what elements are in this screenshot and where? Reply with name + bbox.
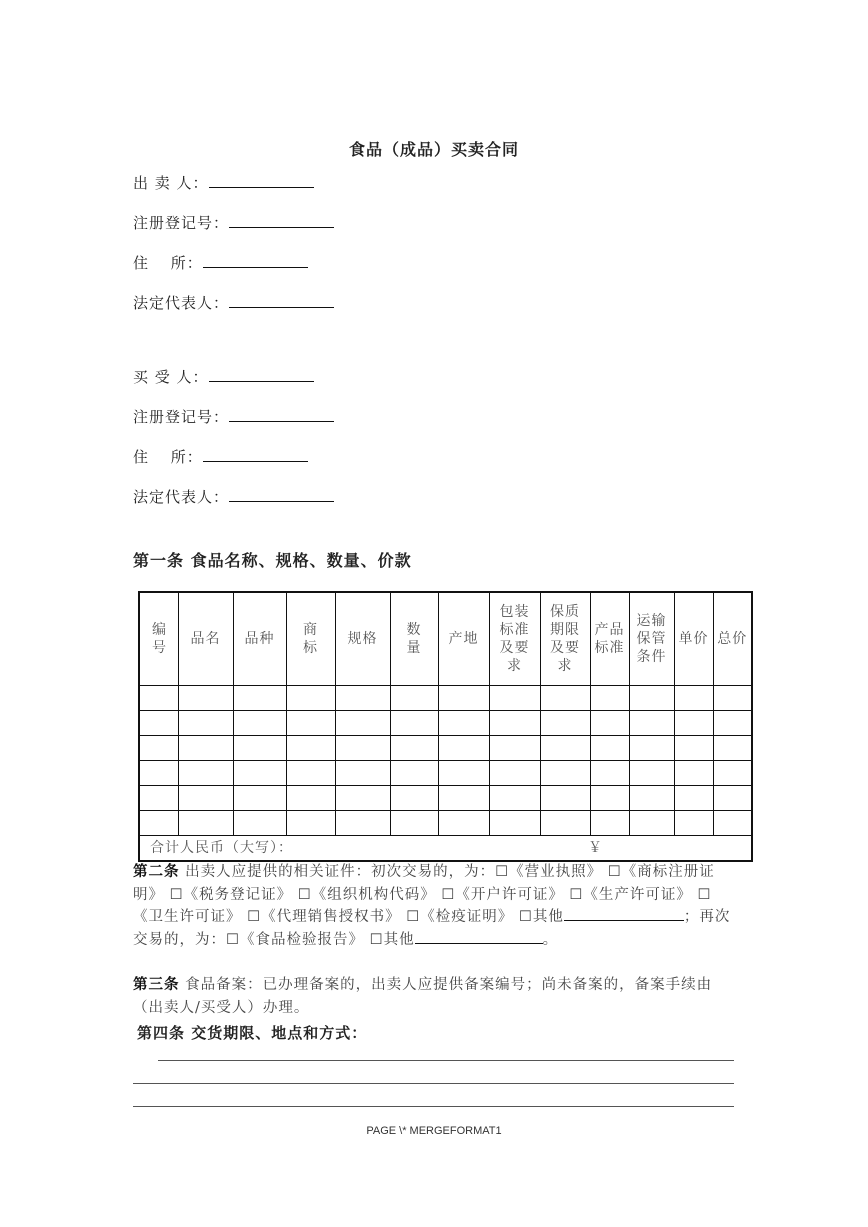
table-cell[interactable] <box>286 761 335 786</box>
col-header: 品名 <box>178 592 233 686</box>
table-cell[interactable] <box>335 736 390 761</box>
article2-other-blank-1[interactable] <box>564 906 684 921</box>
table-cell[interactable] <box>335 686 390 711</box>
seller-name-blank[interactable] <box>209 173 314 188</box>
table-row <box>139 761 752 786</box>
table-cell[interactable] <box>590 761 629 786</box>
table-cell[interactable] <box>713 786 752 811</box>
article2-text1: 出卖人应提供的相关证件：初次交易的，为：☐《营业执照》 ☐《商标注册证明》 ☐《税务登记证》 ☐《组织机构代码》 ☐《开户许可证》 ☐《生产许可证》 ☐《卫生许可证》 ☐《代理销售授权书》 ☐《检疫证明》 ☐其他 <box>133 864 715 925</box>
table-cell[interactable] <box>286 786 335 811</box>
col-header: 品种 <box>233 592 286 686</box>
table-cell[interactable] <box>178 786 233 811</box>
buyer-rep-label: 法定代表人： <box>133 488 230 506</box>
table-cell[interactable] <box>390 761 438 786</box>
article1-heading: 第一条 食品名称、规格、数量、价款 <box>133 551 412 570</box>
table-cell[interactable] <box>286 686 335 711</box>
seller-rep-blank[interactable] <box>229 293 334 308</box>
col-header: 总价 <box>713 592 752 686</box>
table-cell[interactable] <box>674 711 713 736</box>
table-cell[interactable] <box>390 711 438 736</box>
table-row <box>139 711 752 736</box>
buyer-addr-field <box>133 446 308 467</box>
table-cell[interactable] <box>713 686 752 711</box>
article3-paragraph <box>133 974 733 1019</box>
table-row <box>139 686 752 711</box>
table-row <box>139 736 752 761</box>
table-cell[interactable] <box>540 711 590 736</box>
table-cell[interactable] <box>139 786 178 811</box>
table-cell[interactable] <box>540 686 590 711</box>
buyer-name-field <box>133 366 314 387</box>
buyer-name-blank[interactable] <box>209 367 314 382</box>
buyer-reg-blank[interactable] <box>229 407 334 422</box>
seller-rep-label: 法定代表人： <box>133 294 230 312</box>
table-cell[interactable] <box>713 736 752 761</box>
table-cell[interactable] <box>540 811 590 836</box>
col-header: 产品标准 <box>590 592 629 686</box>
table-cell[interactable] <box>438 786 489 811</box>
article4-blank-line-2[interactable] <box>133 1083 734 1084</box>
table-cell[interactable] <box>335 786 390 811</box>
table-cell[interactable] <box>178 686 233 711</box>
table-cell[interactable] <box>139 736 178 761</box>
goods-table <box>138 591 753 862</box>
table-cell[interactable] <box>674 736 713 761</box>
table-cell[interactable] <box>286 811 335 836</box>
table-cell[interactable] <box>489 736 540 761</box>
seller-rep-field <box>133 292 334 313</box>
table-cell[interactable] <box>438 686 489 711</box>
table-row <box>139 811 752 836</box>
table-cell[interactable] <box>390 786 438 811</box>
table-cell[interactable] <box>438 761 489 786</box>
table-total-row <box>139 836 752 862</box>
table-cell[interactable] <box>590 711 629 736</box>
col-header: 运输保管条件 <box>629 592 674 686</box>
col-header: 数量 <box>390 592 438 686</box>
seller-name-field <box>133 172 314 193</box>
table-cell[interactable] <box>178 736 233 761</box>
table-cell[interactable] <box>489 761 540 786</box>
buyer-rep-blank[interactable] <box>229 487 334 502</box>
table-cell[interactable] <box>233 711 286 736</box>
seller-name-label: 出 卖 人： <box>133 174 209 192</box>
table-cell[interactable] <box>233 811 286 836</box>
table-cell[interactable] <box>178 761 233 786</box>
table-cell[interactable] <box>540 736 590 761</box>
table-cell[interactable] <box>233 736 286 761</box>
table-cell[interactable] <box>178 811 233 836</box>
seller-reg-field <box>133 212 334 233</box>
table-cell[interactable] <box>590 686 629 711</box>
table-cell[interactable] <box>713 811 752 836</box>
seller-addr-label: 住 所： <box>133 254 203 272</box>
total-label: 合计人民币（大写）： <box>150 840 293 856</box>
col-header: 产地 <box>438 592 489 686</box>
table-cell[interactable] <box>390 811 438 836</box>
article4-heading: 第四条 交货期限、地点和方式： <box>137 1024 368 1042</box>
seller-addr-field <box>133 252 308 273</box>
buyer-addr-blank[interactable] <box>203 447 308 462</box>
table-cell[interactable] <box>590 811 629 836</box>
table-cell[interactable] <box>438 736 489 761</box>
table-cell[interactable] <box>438 711 489 736</box>
table-cell[interactable] <box>629 736 674 761</box>
table-cell[interactable] <box>233 786 286 811</box>
table-cell[interactable] <box>139 811 178 836</box>
table-cell[interactable] <box>139 711 178 736</box>
article2-text3: 。 <box>542 931 559 948</box>
table-cell[interactable] <box>286 736 335 761</box>
col-header: 包装标准及要求 <box>489 592 540 686</box>
table-cell[interactable] <box>139 761 178 786</box>
article2-other-blank-3[interactable] <box>465 929 543 944</box>
buyer-name-label: 买 受 人： <box>133 368 209 386</box>
table-cell[interactable] <box>335 761 390 786</box>
table-row <box>139 786 752 811</box>
col-header: 商标 <box>286 592 335 686</box>
table-cell[interactable] <box>178 711 233 736</box>
buyer-addr-label: 住 所： <box>133 448 203 466</box>
buyer-reg-label: 注册登记号： <box>133 408 230 426</box>
table-cell[interactable] <box>629 686 674 711</box>
article4-blank-line-1[interactable] <box>158 1060 734 1061</box>
table-cell[interactable] <box>713 761 752 786</box>
table-cell[interactable] <box>713 711 752 736</box>
table-cell[interactable] <box>390 686 438 711</box>
col-header: 规格 <box>335 592 390 686</box>
table-cell[interactable] <box>489 811 540 836</box>
article3-lead: 第三条 <box>133 976 180 993</box>
table-cell[interactable] <box>286 711 335 736</box>
article2-text2: ；再次交易的，为：☐《食品检验报告》 ☐其他 <box>133 909 731 948</box>
seller-reg-blank[interactable] <box>229 213 334 228</box>
table-cell[interactable] <box>540 761 590 786</box>
col-header: 保质期限及要求 <box>540 592 590 686</box>
col-header: 单价 <box>674 592 713 686</box>
table-cell[interactable] <box>489 686 540 711</box>
yen-symbol: ￥ <box>588 840 603 856</box>
table-cell[interactable] <box>590 736 629 761</box>
table-cell[interactable] <box>335 711 390 736</box>
col-header: 编号 <box>139 592 178 686</box>
table-cell[interactable] <box>335 811 390 836</box>
buyer-rep-field <box>133 486 334 507</box>
article2-other-blank-2[interactable] <box>415 929 465 944</box>
contract-title: 食品（成品）买卖合同 <box>348 140 519 159</box>
table-cell[interactable] <box>629 711 674 736</box>
table-cell[interactable] <box>629 786 674 811</box>
table-cell[interactable] <box>629 811 674 836</box>
total-cell[interactable] <box>139 836 752 862</box>
table-cell[interactable] <box>390 736 438 761</box>
table-cell[interactable] <box>674 686 713 711</box>
table-cell[interactable] <box>139 686 178 711</box>
article2-lead: 第二条 <box>133 863 180 880</box>
table-cell[interactable] <box>489 786 540 811</box>
table-cell[interactable] <box>674 786 713 811</box>
table-header-row <box>139 592 752 686</box>
table-cell[interactable] <box>233 761 286 786</box>
article3-text: 食品备案：已办理备案的，出卖人应提供备案编号；尚未备案的，备案手续由（出卖人/买受人）办理。 <box>133 977 713 1016</box>
buyer-reg-field <box>133 406 334 427</box>
article4-blank-line-3[interactable] <box>133 1106 734 1107</box>
seller-reg-label: 注册登记号： <box>133 214 230 232</box>
article2-paragraph <box>133 861 733 951</box>
table-cell[interactable] <box>438 811 489 836</box>
table-cell[interactable] <box>629 761 674 786</box>
table-cell[interactable] <box>540 786 590 811</box>
table-cell[interactable] <box>590 786 629 811</box>
table-cell[interactable] <box>674 811 713 836</box>
page-footer: PAGE \* MERGEFORMAT1 <box>366 1125 502 1137</box>
table-cell[interactable] <box>489 711 540 736</box>
table-cell[interactable] <box>674 761 713 786</box>
table-cell[interactable] <box>233 686 286 711</box>
seller-addr-blank[interactable] <box>203 253 308 268</box>
